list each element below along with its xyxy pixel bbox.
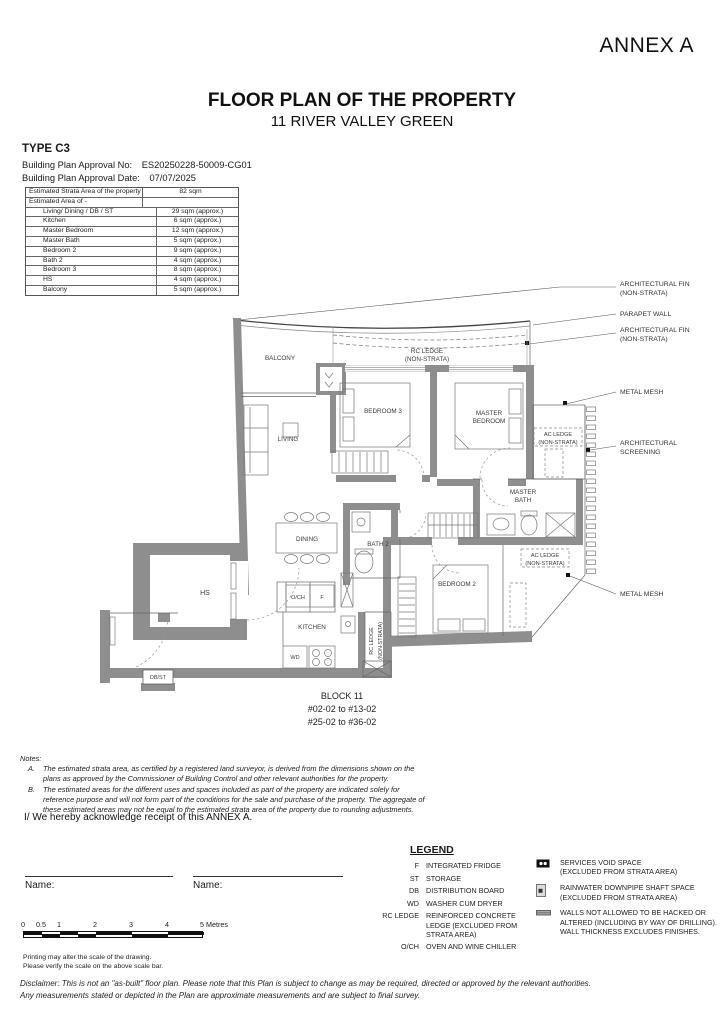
unit-range-2: #25-02 to #36-02 — [307, 717, 377, 727]
svg-text:(NON-STRATA): (NON-STRATA) — [378, 622, 384, 660]
sofa — [244, 405, 268, 475]
signature-block-1 — [25, 876, 173, 891]
legend-item: ST STORAGE — [409, 873, 462, 883]
bedroom3-label: BEDROOM 3 — [364, 408, 402, 415]
bedroom2-label: BEDROOM 2 — [438, 581, 476, 588]
ac-ledge-upper-label: AC LEDGE — [543, 432, 573, 438]
architectural-screening-comb — [587, 407, 596, 574]
block-info — [308, 691, 377, 727]
legend-item: RAINWATER DOWNPIPE SHAFT SPACE (EXCLUDED FROM STRATA AREA) — [536, 883, 724, 902]
table-row: Estimated Area of - — [26, 197, 238, 207]
rc-ledge-label: RC LEDGE — [410, 348, 444, 355]
unit-range-1: #02-02 to #13-02 — [307, 704, 377, 714]
architectural-screening-callout: ARCHITECTURAL — [620, 440, 678, 447]
metal-mesh-callout-2: METAL MESH — [620, 591, 664, 598]
note-item-b: B. The estimated areas for the different uses and spaces included as part of the property are indicated solely for reference purpose and will not form part of the conditions for the sale and purchase of the property. The aggregate of these estimated areas may not be equal to the estimated strata area of the property due to rounding adjustments. — [28, 784, 425, 815]
page-title: FLOOR PLAN OF THE PROPERTY — [207, 90, 517, 111]
parapet-wall-callout: PARAPET WALL — [620, 311, 672, 318]
legend-item: RC LEDGE REINFORCED CONCRETE LEDGE (EXCLUDED FROM STRATA AREA) — [382, 911, 518, 939]
balcony-label: BALCONY — [264, 355, 296, 362]
table-row: Master Bath 5 sqm (approx.) — [26, 236, 238, 246]
table-row: Bedroom 3 8 sqm (approx.) — [26, 265, 238, 275]
rc-ledge-vertical-label: RC LEDGE — [369, 627, 375, 655]
architectural-fin-callout: ARCHITECTURAL FIN — [620, 281, 690, 288]
stove — [309, 646, 335, 668]
legend-heading: LEGEND — [410, 844, 454, 856]
legend-item: DB DISTRIBUTION BOARD — [409, 886, 505, 896]
rc-ledge-dashed-lines — [333, 335, 527, 348]
metal-mesh-callout: METAL MESH — [620, 389, 664, 396]
legend-item: WALLS NOT ALLOWED TO BE HACKED OR ALTERED (INCLUDING BY WAY OF DRILLING). WALL THICKNESS EXCLUDES FINISHES. — [536, 908, 724, 936]
approval-no-row — [22, 160, 252, 170]
notes-heading: Notes: — [20, 754, 42, 763]
scale-bar-graphic — [23, 931, 203, 938]
services-void-icon — [536, 858, 554, 877]
master-bedroom-label: MASTER — [475, 410, 503, 417]
svg-text:BEDROOM: BEDROOM — [472, 418, 506, 425]
svg-text:(NON-STRATA): (NON-STRATA) — [620, 290, 668, 297]
approval-no-value: ES20250228-50009-CG01 — [141, 160, 252, 170]
annex-label: ANNEX A — [599, 34, 694, 57]
svg-text:SCREENING: SCREENING — [620, 449, 661, 456]
legend-item: F INTEGRATED FRIDGE — [414, 861, 501, 870]
acknowledgement-text: I/ We hereby acknowledge receipt of this ANNEX A. — [24, 812, 253, 823]
table-row: HS 4 sqm (approx.) — [26, 275, 238, 285]
bed-bedroom2 — [433, 565, 488, 633]
approval-no-label: Building Plan Approval No: — [22, 160, 133, 170]
table-row: Bedroom 2 9 sqm (approx.) — [26, 246, 238, 256]
approval-date-row — [22, 173, 196, 183]
table-row: Bath 2 4 sqm (approx.) — [26, 256, 238, 266]
wd-label: WD — [290, 655, 300, 661]
scale-notes: Printing may alter the scale of the drawing. Please verify the scale on the above scale bar. — [23, 954, 164, 971]
svg-text:(NON-STRATA): (NON-STRATA) — [620, 336, 668, 343]
legend-abbreviations — [377, 861, 556, 955]
note-item-a: A. The estimated strata area, as certified by a registered land surveyor, is derived from the dimensions shown on the plans as approved by the Commissioner of Building Control and other relevant authorities for the property. — [28, 764, 415, 784]
signature-block-2 — [193, 876, 343, 891]
table-row: Living/ Dining / DB / ST 29 sqm (approx.) — [26, 207, 238, 217]
scale-bar: 0 0.5 1 2 3 4 5 Metres Printing may alter the scale of the drawing. Please verify the scale on the above scale bar. — [21, 920, 228, 971]
hs-label: HS — [200, 590, 210, 597]
bath2-sink — [352, 512, 370, 532]
table-row: Estimated Strata Area of the property 82 sqm — [26, 188, 238, 197]
legend-symbols — [536, 858, 724, 943]
table-row: Master Bedroom 12 sqm (approx.) — [26, 226, 238, 236]
furniture — [244, 383, 578, 668]
master-bath-sink — [487, 514, 515, 535]
name-label: Name: — [25, 880, 55, 891]
legend-item: WD WASHER CUM DRYER — [407, 898, 503, 908]
wall-no-hack-icon — [536, 908, 554, 936]
rainwater-downpipe-icon — [536, 883, 554, 902]
legend-item: SERVICES VOID SPACE (EXCLUDED FROM STRATA AREA) — [536, 858, 724, 877]
dbst-label: DB/ST — [149, 675, 167, 681]
living-label: LIVING — [277, 436, 299, 443]
svg-text:(NON-STRATA): (NON-STRATA) — [525, 561, 565, 567]
callout-labels — [620, 281, 690, 598]
svg-text:(NON-STRATA): (NON-STRATA) — [538, 440, 578, 446]
unit-type: TYPE C3 — [22, 143, 70, 155]
architectural-fin-callout-2: ARCHITECTURAL FIN — [620, 327, 690, 334]
floor-plan-drawing — [0, 265, 724, 735]
master-bath-toilet — [521, 515, 537, 535]
ac-ledge-lower-label: AC LEDGE — [530, 553, 560, 559]
name-label: Name: — [193, 880, 223, 891]
svg-text:(NON-STRATA): (NON-STRATA) — [404, 356, 450, 363]
table-row: Kitchen 6 sqm (approx.) — [26, 216, 238, 226]
bath2-label: BATH 2 — [367, 541, 389, 548]
tv-console — [283, 423, 298, 437]
approval-date-value: 07/07/2025 — [149, 173, 196, 183]
bed-bedroom3 — [340, 383, 410, 447]
table-row: Balcony 5 sqm (approx.) — [26, 285, 238, 295]
kitchen-sink — [341, 616, 355, 633]
dining-label: DINING — [295, 536, 319, 543]
notes-section — [20, 754, 432, 815]
kitchen-label: KITCHEN — [298, 624, 326, 631]
approval-date-label: Building Plan Approval Date: — [22, 173, 140, 183]
fridge-label: F — [320, 595, 324, 601]
disclaimer-text: Disclaimer: This is not an "as-built" floor plan. Please note that this Plan is subject to change as may be required, directed or approved by the relevant authorities. Any measurements stated or depicted in the Plan are approximate measurements and are subject to final survey. — [20, 979, 591, 1000]
legend-item: O/CH OVEN AND WINE CHILLER — [401, 942, 517, 952]
block-number: BLOCK 11 — [320, 691, 364, 701]
svg-text:BATH: BATH — [514, 497, 532, 504]
och-label: O/CH — [291, 595, 305, 601]
wardrobe-bedroom2 — [398, 577, 416, 637]
page-subtitle: 11 RIVER VALLEY GREEN — [270, 113, 454, 130]
wardrobe-corridor — [428, 513, 478, 538]
master-bath-label: MASTER — [509, 489, 537, 496]
